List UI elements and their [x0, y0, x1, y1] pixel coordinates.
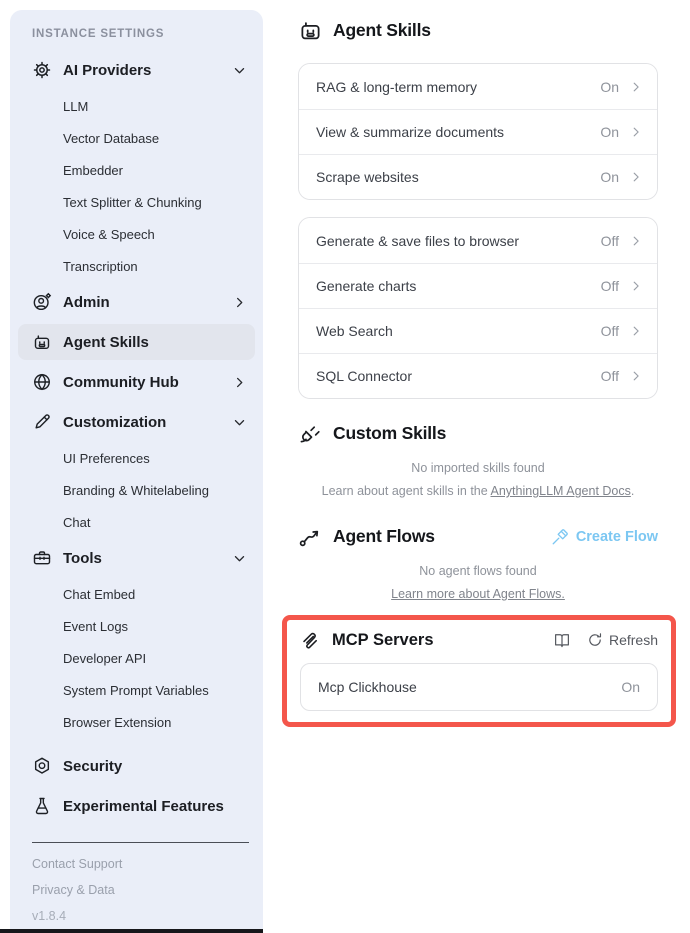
skill-state: On — [600, 78, 619, 95]
section-title-custom-skills: Custom Skills — [333, 423, 447, 443]
chevron-right-icon — [629, 234, 643, 248]
privacy-data-link[interactable]: Privacy & Data — [32, 883, 115, 897]
skill-label: RAG & long-term memory — [316, 78, 478, 95]
sidebar-item-community-hub[interactable] — [10, 362, 263, 402]
flask-icon — [32, 796, 52, 816]
mcp-server-row-clickhouse[interactable] — [301, 664, 657, 710]
skill-state: On — [600, 124, 619, 140]
sidebar-item-label: Experimental Features — [63, 797, 224, 815]
sidebar-item-developer-api[interactable]: Developer API — [63, 650, 147, 666]
skill-row-web-search[interactable] — [299, 308, 657, 353]
annotation-highlight-box — [282, 615, 676, 727]
sidebar-item-event-logs[interactable]: Event Logs — [63, 618, 129, 634]
sidebar-item-chat-embed[interactable]: Chat Embed — [63, 586, 136, 602]
chevron-down-icon — [232, 415, 247, 430]
sidebar-item-customization[interactable] — [10, 402, 263, 442]
sidebar-item-label: Admin — [63, 293, 110, 311]
chevron-right-icon — [629, 80, 643, 94]
mcp-server-label: Mcp Clickhouse — [318, 679, 417, 695]
sidebar-item-ui-preferences[interactable]: UI Preferences — [63, 450, 150, 466]
mcp-servers-header — [300, 629, 658, 651]
docs-line-prefix: Learn about agent skills in the — [321, 484, 491, 498]
custom-skills-empty-text: No imported skills found — [411, 461, 545, 475]
mcp-icon — [300, 629, 322, 651]
flow-icon — [298, 524, 323, 549]
skill-label: Web Search — [316, 323, 393, 339]
sidebar-item-ai-providers[interactable] — [10, 50, 263, 90]
section-title-agent-skills: Agent Skills — [333, 20, 431, 40]
sidebar-item-label: Security — [63, 757, 123, 775]
skill-state: Off — [600, 232, 619, 249]
anythingllm-agent-docs-link[interactable]: AnythingLLM Agent Docs — [490, 484, 631, 498]
sidebar-header: INSTANCE SETTINGS — [32, 28, 165, 40]
skill-row-generate-charts[interactable] — [299, 263, 657, 308]
bottom-edge-strip — [0, 929, 263, 933]
sidebar-item-label: Agent Skills — [63, 333, 149, 351]
chevron-down-icon — [232, 63, 247, 78]
sidebar-item-label: Community Hub — [63, 373, 179, 391]
chevron-down-icon — [232, 551, 247, 566]
learn-about-agent-flows-link[interactable]: Learn more about Agent Flows. — [391, 587, 565, 601]
sidebar-item-chat[interactable]: Chat — [63, 514, 91, 530]
robot-icon — [32, 332, 52, 352]
refresh-icon — [587, 632, 603, 648]
hammer-icon — [551, 528, 569, 546]
sidebar-item-label: AI Providers — [63, 61, 152, 79]
skill-state: Off — [600, 323, 619, 339]
skill-label: Scrape websites — [316, 169, 419, 185]
chevron-right-icon — [629, 170, 643, 184]
skill-row-rag-memory[interactable] — [299, 64, 657, 109]
sidebar-item-security[interactable] — [10, 746, 263, 786]
sidebar-divider — [32, 842, 249, 843]
sidebar-item-vector-database[interactable]: Vector Database — [63, 130, 160, 146]
chevron-right-icon — [629, 324, 643, 338]
chevron-right-icon — [232, 295, 247, 310]
chevron-right-icon — [629, 369, 643, 383]
section-title-agent-flows: Agent Flows — [333, 526, 435, 546]
docs-line-suffix: . — [630, 484, 635, 498]
skill-state: On — [600, 169, 619, 185]
robot-icon — [298, 18, 323, 43]
sidebar-item-llm[interactable]: LLM — [63, 98, 89, 114]
sidebar-item-voice-speech[interactable]: Voice & Speech — [63, 226, 155, 242]
sidebar-item-admin[interactable] — [10, 282, 263, 322]
agent-skills-group-1 — [298, 63, 658, 200]
chevron-right-icon — [232, 375, 247, 390]
chevron-right-icon — [629, 125, 643, 139]
gear-icon — [32, 60, 52, 80]
custom-skills-docs-line — [298, 484, 658, 498]
refresh-button[interactable] — [587, 632, 658, 648]
plug-icon — [298, 421, 323, 446]
skill-label: View & summarize documents — [316, 124, 505, 140]
sidebar-item-embedder[interactable]: Embedder — [63, 162, 123, 178]
skill-label: Generate charts — [316, 278, 417, 294]
globe-icon — [32, 372, 52, 392]
contact-support-link[interactable]: Contact Support — [32, 857, 123, 871]
version-label: v1.8.4 — [32, 909, 67, 923]
agent-skills-panel — [298, 0, 658, 727]
sidebar-item-browser-extension[interactable]: Browser Extension — [63, 714, 172, 730]
skill-label: SQL Connector — [316, 368, 412, 384]
agent-flows-empty-text: No agent flows found — [419, 564, 537, 578]
mcp-server-state: On — [621, 679, 640, 695]
sidebar-item-label: Tools — [63, 549, 102, 567]
create-flow-label: Create Flow — [575, 528, 658, 545]
skill-state: Off — [600, 368, 619, 384]
skill-row-scrape-websites[interactable] — [299, 154, 657, 199]
sidebar-item-agent-skills[interactable] — [18, 324, 255, 360]
sidebar-item-label: Customization — [63, 413, 167, 431]
docs-book-icon[interactable] — [553, 631, 571, 649]
skill-row-view-summarize[interactable] — [299, 109, 657, 154]
sidebar-item-tools[interactable] — [10, 538, 263, 578]
sidebar-item-experimental-features[interactable] — [10, 786, 263, 826]
chevron-right-icon — [629, 279, 643, 293]
section-title-mcp-servers: MCP Servers — [332, 630, 434, 649]
hex-nut-icon — [32, 756, 52, 776]
sidebar-item-system-prompt-variables[interactable]: System Prompt Variables — [63, 682, 209, 698]
skill-state: Off — [600, 278, 619, 294]
pencil-icon — [32, 412, 52, 432]
mcp-servers-card — [300, 663, 658, 711]
sidebar-item-branding[interactable]: Branding & Whitelabeling — [63, 482, 209, 498]
toolbox-icon — [32, 548, 52, 568]
skill-row-generate-save-files[interactable] — [299, 218, 657, 263]
instance-settings-sidebar — [10, 10, 263, 929]
sidebar-item-transcription[interactable]: Transcription — [63, 258, 138, 274]
sidebar-item-text-splitter[interactable]: Text Splitter & Chunking — [63, 194, 202, 210]
skill-row-sql-connector[interactable] — [299, 353, 657, 398]
user-gear-icon — [32, 292, 52, 312]
refresh-label: Refresh — [608, 632, 658, 648]
skill-label: Generate & save files to browser — [316, 232, 520, 249]
agent-skills-group-2 — [298, 217, 658, 399]
create-flow-button[interactable] — [551, 528, 658, 546]
